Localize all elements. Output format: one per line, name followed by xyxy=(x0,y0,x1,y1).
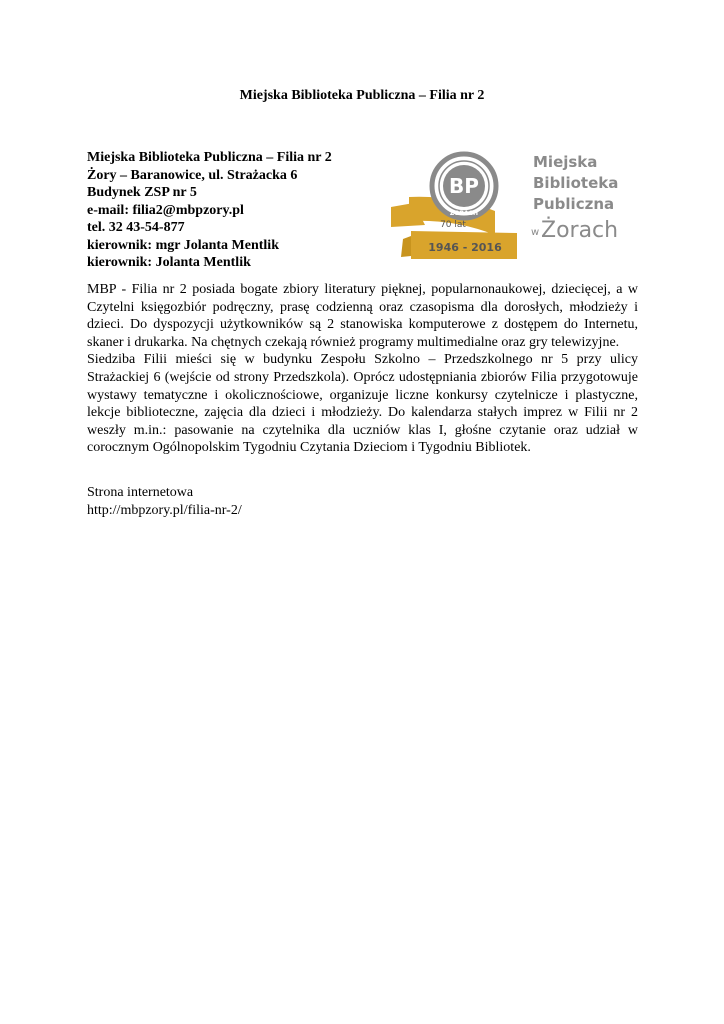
logo-years: 1946 - 2016 xyxy=(428,241,502,254)
description-paragraph-1: MBP - Filia nr 2 posiada bogate zbiory literatury pięknej, popularnonaukowej, dziecięcej, a w Czytelni księgozbiór podręczny, prasę codzienną oraz czasopisma dla dorosłych, młodzieży i dzieci. Do dyspozycji użytkowników są 2 stanowiska komputerowe z dostępem do Internetu, skaner i drukarka. Na chętnych czekają również programy multimedialne oraz gry telewizyjne. xyxy=(87,282,638,350)
logo-name-line1: Miejska xyxy=(533,153,598,171)
description-paragraph-2: Siedziba Filii mieści się w budynku Zespołu Szkolno – Przedszkolnego nr 5 przy ulicy Strażackiej 6 (wejście od strony Przedszkola). Oprócz udostępniania zbiorów Filia przygotowuje wystawy tematyczne i okolicznościowe, organizuje liczne konkursy czytelnicze i plastyczne, lekcje biblioteczne, zajęcia dla dzieci i młodzieży. Do kalendarza stałych imprez w Filii nr 2 weszły m.in.: pasowanie na czytelnika dla uczniów klas I, głośne czytanie oraz udział w corocznym Ogólnopolskim Tygodniu Czytania Dzieciom i Tygodniu Bibliotek. xyxy=(87,352,638,456)
logo-initials: BP xyxy=(449,174,479,198)
contact-block xyxy=(87,149,332,272)
contact-building: Budynek ZSP nr 5 xyxy=(87,185,197,200)
logo-name-line2: Biblioteka xyxy=(533,174,619,192)
library-logo xyxy=(385,141,625,265)
contact-phone: tel. 32 43-54-877 xyxy=(87,220,185,235)
logo-ring-text: ŻORACH xyxy=(449,210,479,217)
logo-name-prefix: w xyxy=(531,227,540,238)
contact-manager: kierownik: mgr Jolanta Mentlik xyxy=(87,237,279,253)
logo-name-city: Żorach xyxy=(541,218,619,243)
description xyxy=(87,281,638,457)
page-title: Miejska Biblioteka Publiczna – Filia nr 2 xyxy=(239,88,485,103)
website-url[interactable]: http://mbpzory.pl/filia-nr-2/ xyxy=(87,502,242,518)
contact-library-name: Miejska Biblioteka Publiczna – Filia nr 2 xyxy=(87,150,332,165)
logo-anniversary: 70 lat xyxy=(440,220,466,230)
contact-manager-alt: kierownik: Jolanta Mentlik xyxy=(87,255,251,270)
logo-name-line3: Publiczna xyxy=(533,195,615,213)
website-block xyxy=(87,484,242,519)
contact-address: Żory – Baranowice, ul. Strażacka 6 xyxy=(87,167,298,183)
website-label: Strona internetowa xyxy=(87,485,194,500)
contact-email: e-mail: filia2@mbpzory.pl xyxy=(87,202,244,218)
